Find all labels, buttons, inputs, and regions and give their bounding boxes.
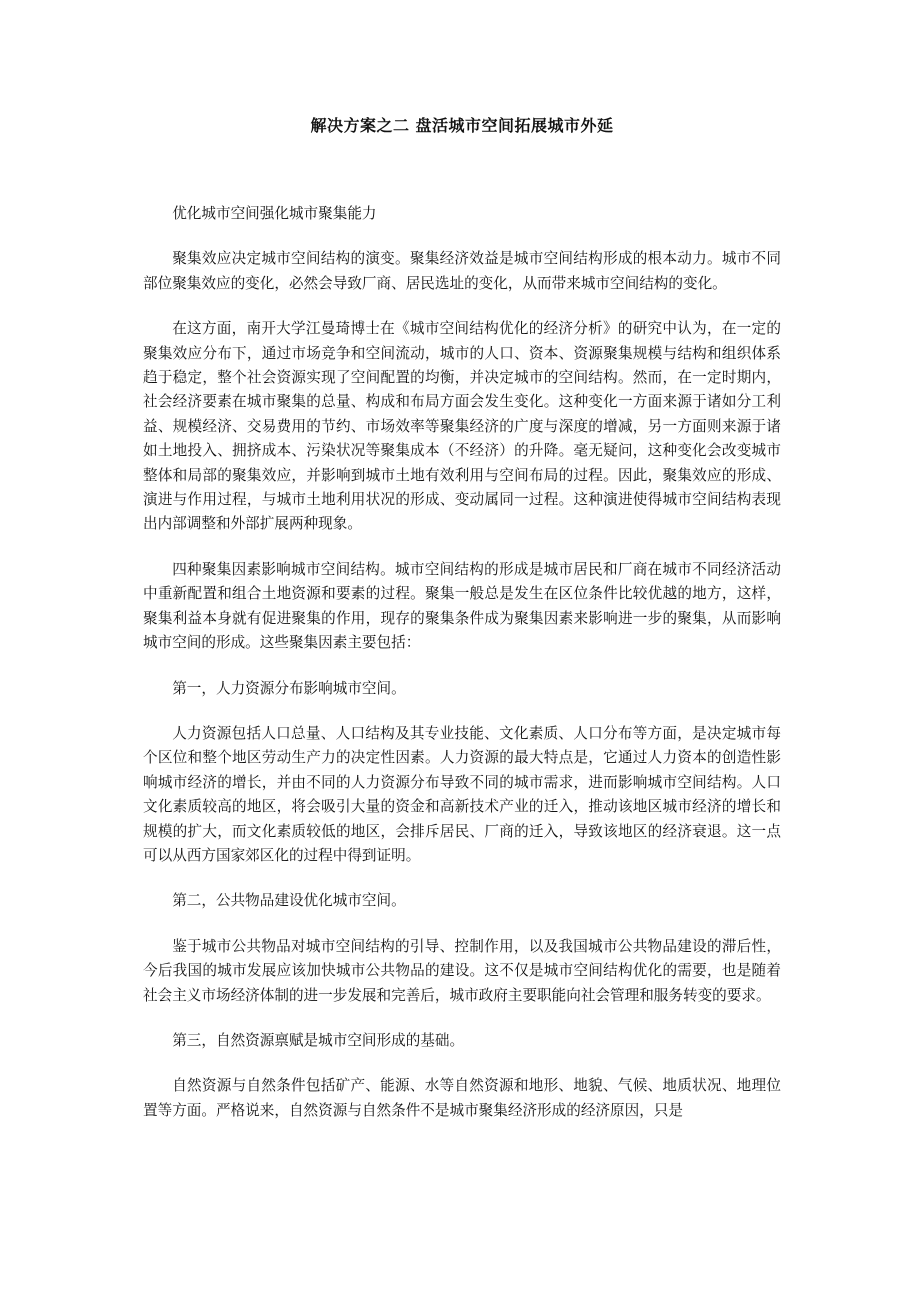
paragraph-human-resources: 人力资源包括人口总量、人口结构及其专业技能、文化素质、人口分布等方面，是决定城市每个区位和整个地区劳动生产力的决定性因素。人力资源的最大特点是，它通过人力资本的创造性影响城市经济的增长，并由不同的人力资源分布导致不同的城市需求，进而影响城市空间结构。人口文化素质较高的地区，将会吸引大量的资金和高新技术产业的迁入，推动该地区城市经济的增长和规模的扩大，而文化素质较低的地区，会排斥居民、厂商的迁入，导致该地区的经济衰退。这一点可以从西方国家郊区化的过程中得到证明。 <box>143 724 781 864</box>
paragraph-research-summary: 在这方面，南开大学江曼琦博士在《城市空间结构优化的经济分析》的研究中认为，在一定的聚集效应分布下，通过市场竞争和空间流动，城市的人口、资本、资源聚集规模与结构和组织体系趋于稳定，整个社会资源实现了空间配置的均衡，并决定城市的空间结构。然而，在一定时期内，社会经济要素在城市聚集的总量、构成和布局方面会发生变化。这种变化一方面来源于诸如分工利益、规模经济、交易费用的节约、市场效率等聚集经济的广度与深度的增减，另一方面则来源于诸如土地投入、拥挤成本、污染状况等聚集成本（不经济）的升降。毫无疑问，这种变化会改变城市整体和局部的聚集效应，并影响到城市土地有效利用与空间布局的过程。因此，聚集效应的形成、演进与作用过程，与城市土地利用状况的形成、变动属同一过程。这种演进使得城市空间结构表现出内部调整和外部扩展两种现象。 <box>143 320 781 533</box>
point-heading-public-goods: 第二，公共物品建设优化城市空间。 <box>172 892 406 910</box>
document-title: 解决方案之二 盘活城市空间拓展城市外延 <box>310 116 614 135</box>
point-heading-human-resources: 第一，人力资源分布影响城市空间。 <box>172 679 406 697</box>
document-body <box>143 202 781 1144</box>
paragraph-four-factors: 四种聚集因素影响城市空间结构。城市空间结构的形成是城市居民和厂商在城市不同经济活动中重新配置和组合土地资源和要素的过程。聚集一般总是发生在区位条件比较优越的地方，这样，聚集利益本身就有促进聚集的作用，现存的聚集条件成为聚集因素来影响进一步的聚集，从而影响城市空间的形成。这些聚集因素主要包括： <box>143 560 781 652</box>
section-heading: 优化城市空间强化城市聚集能力 <box>172 205 377 222</box>
paragraph-public-goods: 鉴于城市公共物品对城市空间结构的引导、控制作用，以及我国城市公共物品建设的滞后性，今后我国的城市发展应该加快城市公共物品的建设。这不仅是城市空间结构优化的需要，也是随着社会主义市场经济体制的进一步发展和完善后，城市政府主要职能向社会管理和服务转变的要求。 <box>143 937 781 1004</box>
point-heading-natural-resources: 第三，自然资源禀赋是城市空间形成的基础。 <box>172 1031 465 1049</box>
paragraph-aggregation-effect: 聚集效应决定城市空间结构的演变。聚集经济效益是城市空间结构形成的根本动力。城市不同部位聚集效应的变化，必然会导致厂商、居民选址的变化，从而带来城市空间结构的变化。 <box>143 250 781 292</box>
paragraph-natural-resources: 自然资源与自然条件包括矿产、能源、水等自然资源和地形、地貌、气候、地质状况、地理位置等方面。严格说来，自然资源与自然条件不是城市聚集经济形成的经济原因，只是 <box>143 1077 781 1119</box>
